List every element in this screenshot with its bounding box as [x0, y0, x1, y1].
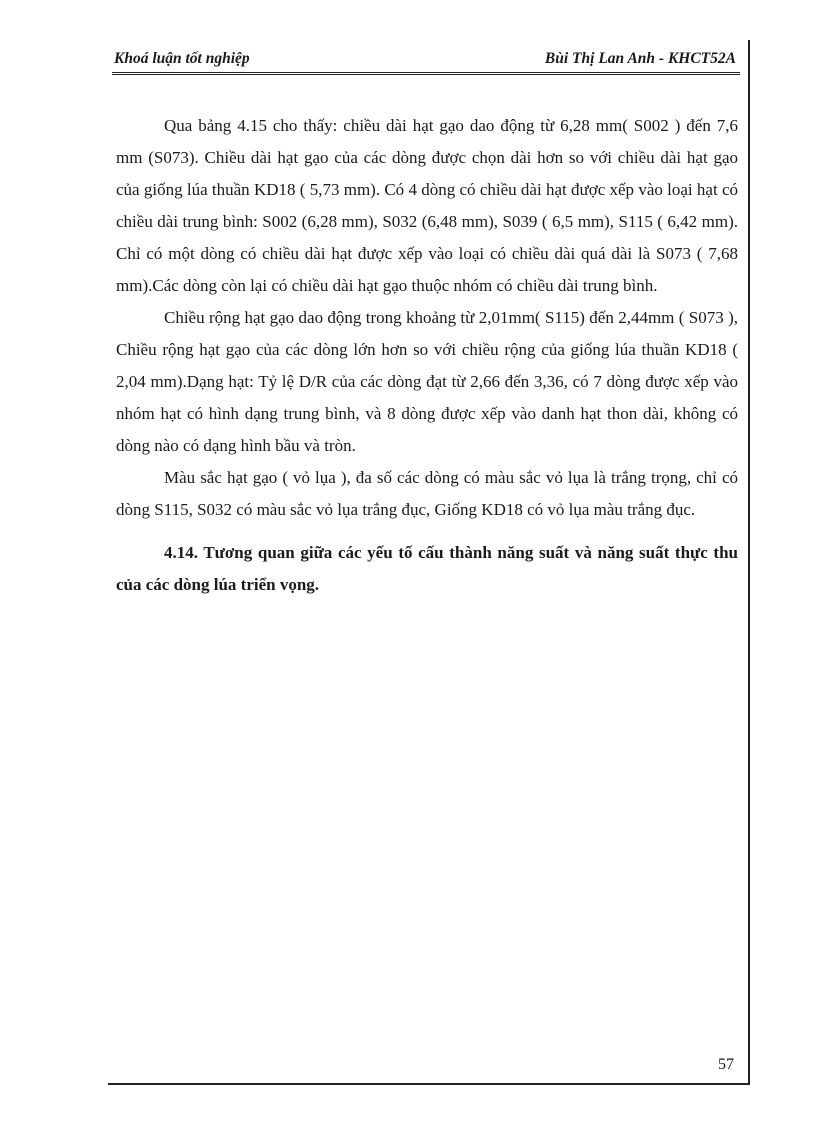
- page-header: [112, 48, 740, 75]
- paragraph-grain-color: Màu sắc hạt gạo ( vỏ lụa ), đa số các dòng có màu sắc vỏ lụa là trắng trọng, chỉ có dòng S115, S032 có màu sắc vỏ lụa trắng đục, Giống KD18 có vỏ lụa màu trắng đục.: [116, 468, 738, 519]
- page-number: 57: [718, 1056, 734, 1073]
- header-author: Bùi Thị Lan Anh - KHCT52A: [544, 50, 736, 67]
- paragraph-grain-width: Chiều rộng hạt gạo dao động trong khoảng từ 2,01mm( S115) đến 2,44mm ( S073 ), Chiều rộng hạt gạo của các dòng lớn hơn so với chiều rộng của giống lúa thuần KD18 ( 2,04 mm).Dạng hạt: Tỷ lệ D/R của các dòng đạt từ 2,66 đến 3,36, có 7 dòng được xếp vào nhóm hạt có hình dạng trung bình, và 8 dòng được xếp vào danh hạt thon dài, không có dòng nào có dạng hình bầu và tròn.: [116, 308, 738, 455]
- paragraph-grain-length: Qua bảng 4.15 cho thấy: chiều dài hạt gạo dao động từ 6,28 mm( S002 ) đến 7,6 mm (S073). Chiều dài hạt gạo của các dòng được chọn dài hơn so với chiều dài hạt gạo của giống lúa thuần KD18 ( 5,73 mm). Có 4 dòng có chiều dài hạt được xếp vào loại hạt có chiều dài trung bình: S002 (6,28 mm), S032 (6,48 mm), S039 ( 6,5 mm), S115 ( 6,42 mm). Chỉ có một dòng có chiều dài hạt được xếp vào loại có chiều dài quá dài là S073 ( 7,68 mm).Các dòng còn lại có chiều dài hạt gạo thuộc nhóm có chiều dài trung bình.: [116, 116, 738, 295]
- header-thesis-title: Khoá luận tốt nghiệp: [114, 50, 250, 67]
- section-heading: 4.14. Tương quan giữa các yếu tố cấu thành năng suất và năng suất thực thu của các dòng lúa triển vọng.: [116, 543, 738, 594]
- page-content: [116, 110, 738, 601]
